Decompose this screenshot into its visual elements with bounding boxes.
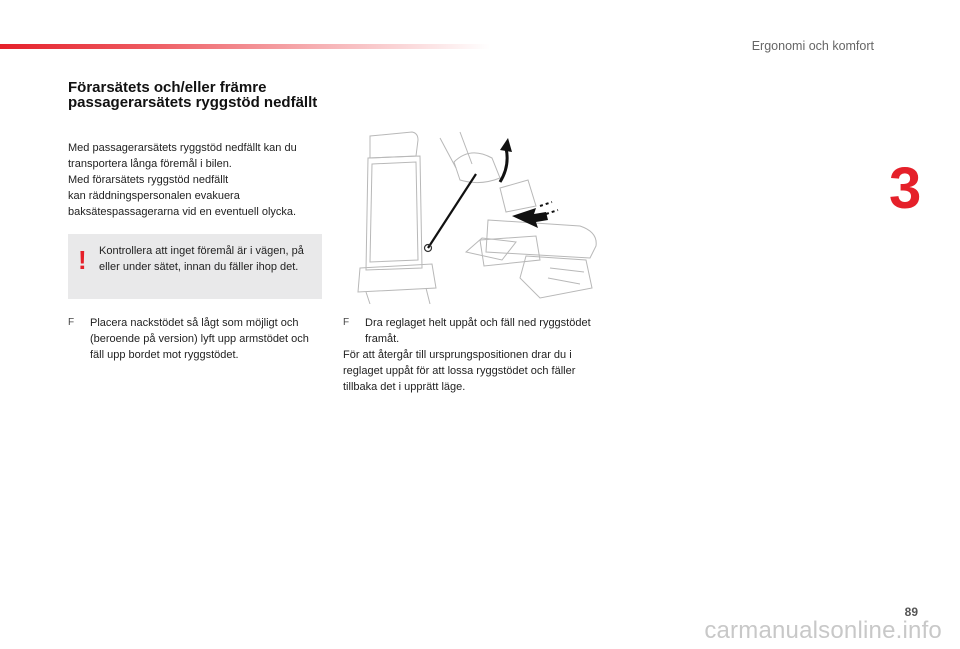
intro-paragraph — [68, 140, 330, 220]
intro-line: kan räddningspersonalen evakuera — [68, 190, 240, 202]
chapter-number: 3 — [889, 156, 922, 221]
return-instructions: För att återgår till ursprungspositionen drar du i reglaget uppåt för att lossa ryggstödet och fäller tillbaka det i upprätt läge. — [343, 349, 576, 393]
header-accent-bar — [0, 44, 490, 49]
seat-folding-illustration — [340, 128, 612, 304]
intro-line: Med passagerarsätets ryggstöd nedfällt kan du — [68, 142, 297, 154]
exclamation-icon: ! — [78, 245, 87, 275]
step-bullet: F — [343, 317, 350, 328]
instruction-step — [343, 315, 601, 347]
instruction-step — [68, 315, 326, 363]
warning-text: Kontrollera att inget föremål är i vägen, på eller under sätet, innan du fäller ihop det. — [99, 245, 304, 273]
section-heading: Förarsätets och/eller främre passagerarsätets ryggstöd nedfällt — [68, 79, 318, 111]
intro-line: baksätespassagerarna vid en eventuell olycka. — [68, 206, 297, 218]
intro-line: transportera långa föremål i bilen. — [68, 158, 232, 170]
step-bullet: F — [68, 317, 75, 328]
intro-line: Med förarsätets ryggstöd nedfällt — [68, 174, 229, 186]
page-number: 89 — [904, 605, 918, 619]
warning-box — [68, 234, 322, 299]
step-text: Dra reglaget helt uppåt och fäll ned ryggstödet framåt. — [365, 317, 591, 345]
step-text: Placera nackstödet så lågt som möjligt och (beroende på version) lyft upp armstödet och fäll upp bordet mot ryggstödet. — [90, 317, 309, 361]
section-title: Ergonomi och komfort — [751, 39, 874, 53]
watermark: carmanualsonline.info — [704, 617, 942, 644]
